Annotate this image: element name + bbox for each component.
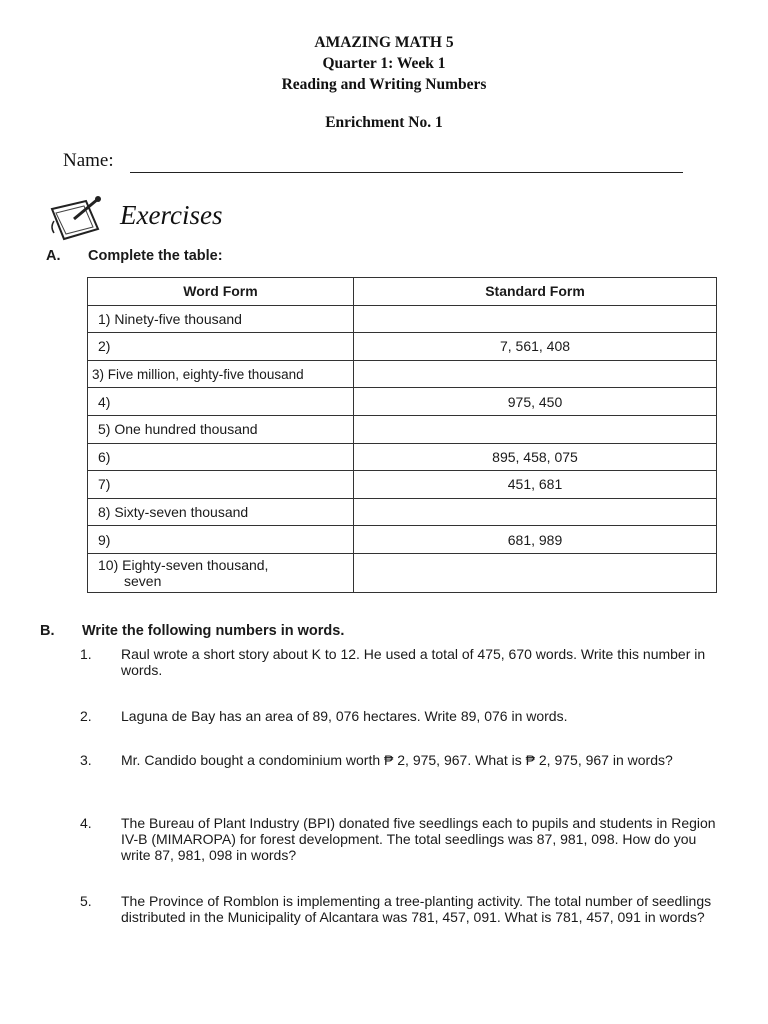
table-row <box>88 471 717 499</box>
table-row <box>88 333 717 361</box>
standard-form-cell[interactable]: 681, 989 <box>354 526 717 554</box>
name-field[interactable] <box>130 172 683 173</box>
column-header-standard-form: Standard Form <box>354 278 717 306</box>
item-number: 5. <box>80 893 92 909</box>
name-label: Name: <box>63 150 114 171</box>
quarter-week: Quarter 1: Week 1 <box>322 55 446 72</box>
part-a-instruction: Complete the table: <box>88 248 223 264</box>
word-form-cell[interactable]: 1) Ninety-five thousand <box>88 305 354 333</box>
word-form-line: 10) Eighty-seven thousand, <box>98 556 269 573</box>
word-form-cell[interactable]: 6) <box>88 443 354 471</box>
table-row <box>88 305 717 333</box>
standard-form-cell[interactable]: 451, 681 <box>354 471 717 499</box>
table-row <box>88 553 717 592</box>
notepad-pen-icon <box>46 193 108 248</box>
number-form-table <box>87 277 717 593</box>
item-text: Mr. Candido bought a condominium worth ₱ 2, 975, 967. What is ₱ 2, 975, 967 in words? <box>121 752 673 768</box>
part-b-instruction: Write the following numbers in words. <box>82 623 345 639</box>
word-form-cell[interactable]: 9) <box>88 526 354 554</box>
word-form-cell[interactable]: 4) <box>88 388 354 416</box>
item-text: The Province of Romblon is implementing a tree-planting activity. The total number of seedlings distributed in the Municipality of Alcantara was 781, 457, 091. What is 781, 457, 091 in words? <box>121 893 712 925</box>
table-row <box>88 388 717 416</box>
word-form-line: seven <box>124 572 162 589</box>
table-row <box>88 443 717 471</box>
item-number: 2. <box>80 708 92 724</box>
word-form-cell[interactable] <box>88 553 354 592</box>
item-number: 1. <box>80 646 92 662</box>
column-header-word-form: Word Form <box>88 278 354 306</box>
standard-form-cell[interactable] <box>354 498 717 526</box>
worksheet-title: AMAZING MATH 5 <box>314 34 454 51</box>
part-b-letter: B. <box>40 623 55 639</box>
word-form-cell[interactable]: 3) Five million, eighty-five thousand <box>88 360 354 388</box>
item-number: 4. <box>80 815 92 831</box>
table-row <box>88 360 717 388</box>
table-row <box>88 498 717 526</box>
word-form-cell[interactable]: 7) <box>88 471 354 499</box>
exercises-title: Exercises <box>120 200 223 230</box>
standard-form-cell[interactable]: 895, 458, 075 <box>354 443 717 471</box>
part-a-letter: A. <box>46 248 61 264</box>
standard-form-cell[interactable] <box>354 415 717 443</box>
standard-form-cell[interactable]: 975, 450 <box>354 388 717 416</box>
standard-form-cell[interactable]: 7, 561, 408 <box>354 333 717 361</box>
table-row <box>88 415 717 443</box>
item-text: The Bureau of Plant Industry (BPI) donated five seedlings each to pupils and students in Region IV-B (MIMAROPA) for forest development. The total seedlings was 87, 981, 098. How do you write 87, 981, 098 in words? <box>121 815 716 863</box>
lesson-topic: Reading and Writing Numbers <box>281 76 487 93</box>
standard-form-cell[interactable] <box>354 360 717 388</box>
item-text: Laguna de Bay has an area of 89, 076 hectares. Write 89, 076 in words. <box>121 708 568 724</box>
worksheet-header <box>0 32 768 133</box>
standard-form-cell[interactable] <box>354 305 717 333</box>
word-form-cell[interactable]: 5) One hundred thousand <box>88 415 354 443</box>
part-b-heading <box>40 623 344 639</box>
item-number: 3. <box>80 752 92 768</box>
standard-form-cell[interactable] <box>354 553 717 592</box>
item-text: Raul wrote a short story about K to 12. He used a total of 475, 670 words. Write this number in words. <box>121 646 706 678</box>
table-header-row <box>88 278 717 306</box>
word-form-cell[interactable]: 2) <box>88 333 354 361</box>
part-a-heading <box>46 248 223 264</box>
enrichment-number: Enrichment No. 1 <box>325 114 443 131</box>
word-form-cell[interactable]: 8) Sixty-seven thousand <box>88 498 354 526</box>
table-row <box>88 526 717 554</box>
